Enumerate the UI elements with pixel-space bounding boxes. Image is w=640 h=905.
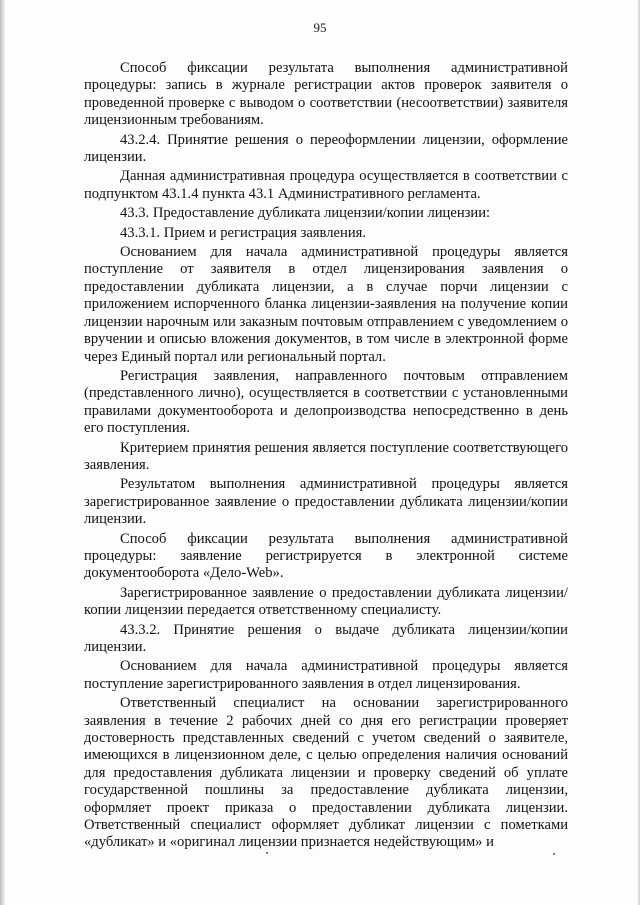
paragraph: Зарегистрированное заявление о предоставлении дубликата лицензии/копии лицензии передается ответственному специалисту. — [84, 584, 568, 619]
paragraph: Основанием для начала административной процедуры является поступление зарегистрированного заявления в отдел лицензирования. — [84, 658, 568, 692]
paragraph: Регистрация заявления, направленного почтовым отправлением (представленного лично), осуществляется в соответствии с установленными правилами документооборота и делопроизводства непосредственно в день его поступления. — [84, 367, 568, 437]
paragraph: Данная административная процедура осуществляется в соответствии с подпунктом 43.1.4 пункта 43.1 Административного регламента. — [84, 168, 568, 202]
paragraph: Основанием для начала административной процедуры является поступление от заявителя в отдел лицензирования заявления о предоставлении дубликата лицензии, а в случае порчи лицензии с приложением испорченного бланка лицензии-заявления на получение копии лицензии нарочным или заказным почтовым отправлением с уведомлением о вручении и описью вложения документов, в том числе в электронной форме через Единый портал или региональный портал. — [84, 244, 568, 365]
document-body — [84, 60, 568, 854]
paragraph: 43.3. Предоставление дубликата лицензии/копии лицензии: — [120, 205, 491, 222]
paragraph: Результатом выполнения административной процедуры является зарегистрированное заявление о предоставлении дубликата лицензии/копии лицензии. — [84, 476, 568, 528]
paragraph: 43.2.4. Принятие решения о переоформлении лицензии, оформление лицензии. — [84, 131, 568, 166]
page-number: 95 — [313, 20, 327, 35]
paragraph: Ответственный специалист на основании зарегистрированного заявления в течение 2 рабочих дней со дня его регистрации проверяет достоверность представленных сведений с учетом сведений о заявителе, имеющихся в лицензионном деле, с целью определения наличия оснований для предоставления дубликата лицензии и проверку сведений об уплате государственной пошлины за предоставление дубликата лицензии, оформляет проект приказа о предоставлении дубликата лицензии. Ответственный специалист оформляет дубликат лицензии с пометками «дубликат» и «оригинал лицензии признается недействующим» и — [84, 695, 568, 851]
paragraph: 43.3.1. Прием и регистрация заявления. — [120, 224, 366, 241]
paragraph: Критерием принятия решения является поступление соответствующего заявления. — [84, 439, 568, 473]
scan-speck — [266, 852, 268, 854]
paragraph: 43.3.2. Принятие решения о выдаче дубликата лицензии/копии лицензии. — [84, 621, 568, 655]
paragraph: Способ фиксации результата выполнения административной процедуры: заявление регистрируется в электронной системе документооборота «Дело-Web». — [84, 530, 568, 582]
paragraph: Способ фиксации результата выполнения административной процедуры: запись в журнале регистрации актов проверок заявителя о проведенной проверке с выводом о соответствии (несоответствии) заявителя лицензионным требованиям. — [84, 60, 568, 129]
scan-edge-left — [0, 0, 5, 905]
scan-speck — [553, 853, 555, 855]
